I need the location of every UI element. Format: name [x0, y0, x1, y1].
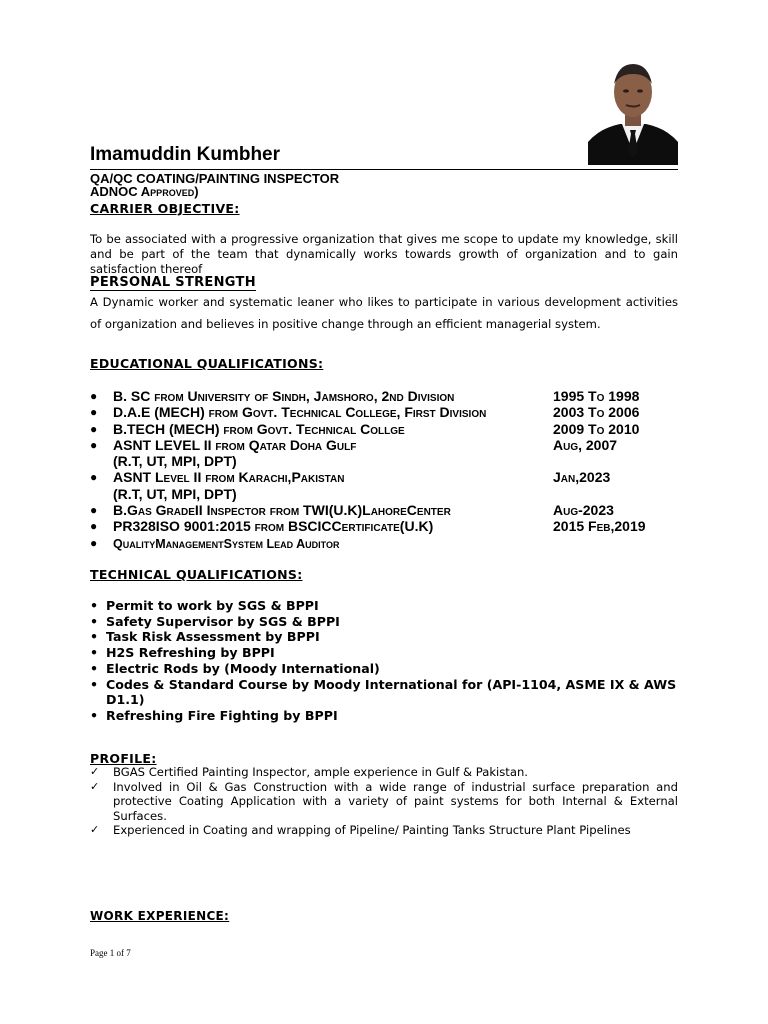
strength-heading: [90, 275, 256, 290]
objective-heading: CARRIER OBJECTIVE:: [90, 201, 240, 216]
profile-list: [90, 765, 678, 838]
technical-text: Electric Rods by (Moody International): [106, 660, 380, 676]
education-subitem: [90, 486, 690, 502]
bullet-icon: •: [90, 645, 99, 661]
profile-text: Involved in Oil & Gas Construction with a wide range of industrial surface preparation and protective Coating Application with a variety of paint systems for both Internal & External Surfaces.: [113, 779, 678, 823]
bullet-icon: •: [90, 707, 99, 723]
bullet-icon: •: [90, 613, 99, 629]
education-list: [90, 388, 690, 552]
candidate-name: Imamuddin Kumbher: [90, 144, 281, 165]
education-item: [90, 437, 690, 453]
education-date: Jan,2023: [553, 469, 611, 486]
education-item: [90, 421, 690, 437]
education-item: [90, 502, 690, 518]
education-item: [90, 388, 690, 404]
profile-heading: PROFILE:: [90, 751, 157, 766]
header-rule: [90, 169, 678, 170]
check-icon: ✓: [90, 779, 100, 793]
technical-item: [90, 708, 680, 724]
education-text: D.A.E (MECH) from Govt. Technical College, First Division: [113, 404, 487, 421]
job-title: QA/QC COATING/PAINTING INSPECTOR: [90, 171, 340, 186]
strength-text: A Dynamic worker and systematic leaner who likes to participate in various development activities of organization and believes in positive change through an efficient managerial system.: [90, 295, 678, 331]
check-icon: ✓: [90, 765, 100, 778]
education-item: [90, 535, 690, 552]
education-item: [90, 518, 690, 534]
profile-item: [90, 823, 678, 838]
check-icon: ✓: [90, 823, 100, 836]
education-date: 2015 Feb,2019: [553, 518, 646, 535]
education-date: 2003 To 2006: [553, 404, 640, 421]
technical-text: Codes & Standard Course by Moody International for (API-1104, ASME IX & AWS D1.1): [106, 676, 677, 708]
bullet-icon: ●: [90, 535, 98, 550]
education-subtext: (R.T, UT, MPI, DPT): [113, 485, 237, 502]
education-date: Aug-2023: [553, 502, 614, 519]
technical-heading: TECHNICAL QUALIFICATIONS:: [90, 567, 303, 582]
education-subtext: (R.T, UT, MPI, DPT): [113, 453, 237, 470]
education-text: B.TECH (MECH) from Govt. Technical Collge: [113, 420, 405, 437]
technical-list: [90, 598, 680, 724]
objective-text: To be associated with a progressive organization that gives me scope to update my knowledge, skill and be part of the team that dynamically works towards growth of organization and to gain satisfaction thereof: [90, 232, 678, 276]
technical-text: Task Risk Assessment by BPPI: [106, 629, 320, 645]
technical-item: [90, 677, 680, 708]
education-text: ASNT Level II from Karachi,Pakistan: [113, 469, 345, 486]
education-date: 2009 To 2010: [553, 420, 640, 437]
technical-text: Refreshing Fire Fighting by BPPI: [106, 707, 338, 723]
education-item: [90, 404, 690, 420]
education-text: PR328ISO 9001:2015 from BSCICCertificate(U.K): [113, 518, 434, 535]
bullet-icon: ●: [90, 503, 98, 518]
technical-item: [90, 661, 680, 677]
bullet-icon: •: [90, 676, 99, 692]
bullet-icon: ●: [90, 519, 98, 534]
education-text: B.Gas GradeII Inspector from TWI(U.K)LahoreCenter: [113, 502, 451, 519]
strength-heading-text: PERSONAL STRENGTH: [90, 275, 256, 290]
technical-text: Safety Supervisor by SGS & BPPI: [106, 613, 340, 629]
page-number: Page 1 of 7: [90, 948, 131, 958]
education-item: [90, 469, 690, 485]
technical-text: Permit to work by SGS & BPPI: [106, 598, 319, 613]
bullet-icon: ●: [90, 470, 98, 485]
profile-item: [90, 780, 678, 824]
education-heading: EDUCATIONAL QUALIFICATIONS:: [90, 356, 324, 371]
technical-text: H2S Refreshing by BPPI: [106, 645, 275, 661]
technical-item: [90, 598, 680, 614]
education-text: B. SC from University of Sindh, Jamshoro, 2nd Division: [113, 388, 455, 404]
education-date: 1995 To 1998: [553, 388, 640, 404]
bullet-icon: •: [90, 629, 99, 645]
technical-item: [90, 629, 680, 645]
work-experience-heading: WORK EXPERIENCE:: [90, 909, 230, 923]
education-subitem: [90, 453, 690, 469]
approval-line: ADNOC Approved): [90, 184, 199, 199]
education-date: Aug, 2007: [553, 436, 618, 453]
technical-item: [90, 645, 680, 661]
bullet-icon: •: [90, 660, 99, 676]
bullet-icon: •: [90, 598, 99, 613]
education-text: ASNT LEVEL II from Qatar Doha Gulf: [113, 436, 357, 453]
profile-item: [90, 765, 678, 780]
technical-item: [90, 614, 680, 630]
education-text: QualityManagementSystem Lead Auditor: [113, 536, 340, 551]
bullet-icon: ●: [90, 405, 98, 420]
profile-text: BGAS Certified Painting Inspector, ample experience in Gulf & Pakistan.: [113, 765, 528, 779]
profile-photo: [588, 60, 678, 165]
profile-text: Experienced in Coating and wrapping of Pipeline/ Painting Tanks Structure Plant Pipelines: [113, 823, 631, 837]
bullet-icon: ●: [90, 421, 98, 436]
bullet-icon: ●: [90, 437, 98, 452]
bullet-icon: ●: [90, 389, 98, 403]
